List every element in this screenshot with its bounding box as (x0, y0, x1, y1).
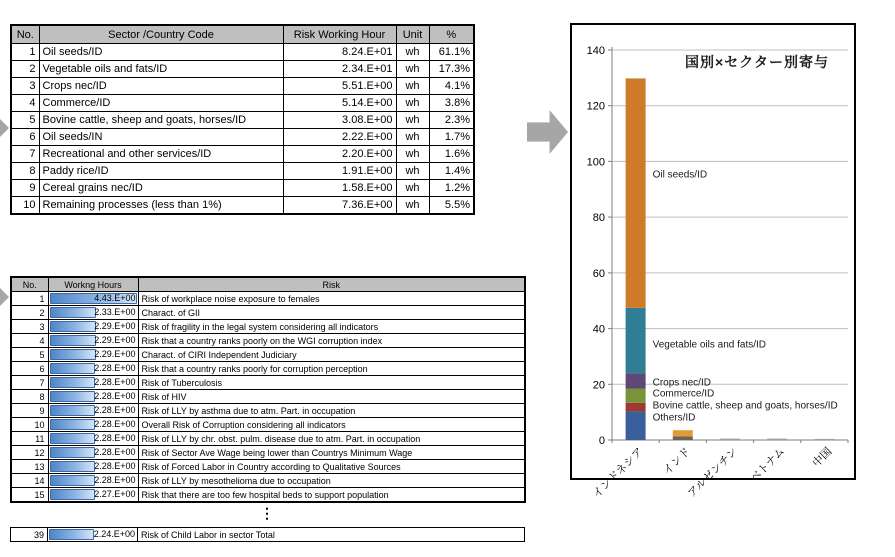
cell-sector: Oil seeds/IN (39, 129, 283, 146)
working-hours-value: 2.29.E+00 (94, 349, 136, 359)
table-row (11, 432, 525, 446)
y-tick-label: 20 (592, 379, 605, 392)
y-tick-label: 140 (586, 45, 605, 57)
cell-unit: wh (396, 112, 429, 129)
bar-segment (626, 411, 646, 440)
table-row (11, 44, 474, 61)
table-row (11, 404, 525, 418)
cell-risk-working-hour: 8.24.E+01 (283, 44, 396, 61)
cell-no: 2 (11, 61, 39, 78)
working-hours-value: 2.28.E+00 (94, 405, 136, 415)
cell-risk-description: Risk that there are too few hospital beds to support population (138, 488, 525, 503)
cell-working-hours (48, 334, 138, 348)
cell-unit: wh (396, 180, 429, 197)
cell-risk-description: Risk of workplace noise exposure to females (138, 292, 525, 306)
cell-risk-description: Overall Risk of Corruption considering all indicators (138, 418, 525, 432)
flow-arrow-left-top-icon (0, 119, 9, 137)
cell-working-hours (48, 376, 138, 390)
cell-risk-working-hour: 2.20.E+00 (283, 146, 396, 163)
segment-annotation: Crops nec/ID (652, 377, 711, 389)
flow-arrow-left-bottom-icon (0, 288, 9, 306)
cell-no: 5 (11, 348, 48, 362)
chart-title: 国別×セクター別寄与 (685, 54, 829, 70)
cell-sector: Commerce/ID (39, 95, 283, 112)
working-hours-value: 2.28.E+00 (94, 391, 136, 401)
cell-working-hours (48, 432, 138, 446)
cell-risk-working-hour: 2.34.E+01 (283, 61, 396, 78)
cell-percent: 1.7% (429, 129, 474, 146)
country-sector-contribution-chart (570, 23, 856, 501)
cell-risk-working-hour: 5.14.E+00 (283, 95, 396, 112)
cell-no: 10 (11, 197, 39, 215)
table-row (11, 348, 525, 362)
table-row (11, 180, 474, 197)
table-row (11, 129, 474, 146)
cell-working-hours (48, 460, 138, 474)
table-row (11, 95, 474, 112)
cell-risk-working-hour: 5.51.E+00 (283, 78, 396, 95)
cell-no: 2 (11, 306, 48, 320)
cell-risk-description: Risk of Sector Ave Wage being lower than Countrys Minimum Wage (138, 446, 525, 460)
header-row (11, 277, 525, 292)
bar-segment (626, 308, 646, 373)
cell-no: 7 (11, 376, 48, 390)
cell-risk-description: Risk of LLY by mesothelioma due to occupation (138, 474, 525, 488)
table-continuation-ellipsis: ⋮ (260, 505, 274, 521)
cell-no: 1 (11, 292, 48, 306)
column-header: No. (11, 277, 48, 292)
cell-percent: 1.4% (429, 163, 474, 180)
cell-risk-description: Risk of HIV (138, 390, 525, 404)
flow-arrow-to-chart-icon (527, 110, 568, 154)
table-row (11, 362, 525, 376)
bar-segment (720, 439, 740, 440)
column-header: Risk (138, 277, 525, 292)
table-row (11, 163, 474, 180)
cell-sector: Cereal grains nec/ID (39, 180, 283, 197)
bar-segment (626, 78, 646, 308)
cell-risk-description: Risk of LLY by chr. obst. pulm. disease due to atm. Part. in occupation (138, 432, 525, 446)
risk-working-hours-table (10, 276, 526, 503)
cell-risk-description: Risk of fragility in the legal system considering all indicators (138, 320, 525, 334)
working-hours-value: 2.28.E+00 (94, 419, 136, 429)
segment-annotation: Commerce/ID (652, 388, 715, 400)
cell-percent: 1.6% (429, 146, 474, 163)
cell-unit: wh (396, 44, 429, 61)
cell-no: 6 (11, 129, 39, 146)
cell-percent: 5.5% (429, 197, 474, 215)
cell-sector: Crops nec/ID (39, 78, 283, 95)
cell-working-hours (48, 446, 138, 460)
cell-percent: 61.1% (429, 44, 474, 61)
table-row (11, 418, 525, 432)
cell-unit: wh (396, 61, 429, 78)
table-row (11, 488, 525, 503)
category-label: ベトナム (748, 445, 788, 485)
working-hours-value: 2.28.E+00 (94, 363, 136, 373)
cell-unit: wh (396, 197, 429, 215)
working-hours-value: 2.27.E+00 (94, 489, 136, 499)
cell-percent: 17.3% (429, 61, 474, 78)
cell-working-hours (48, 488, 138, 503)
cell-no: 9 (11, 404, 48, 418)
cell-working-hours (48, 306, 138, 320)
bar-segment (767, 439, 787, 440)
sector-contribution-table (10, 24, 475, 215)
table-row (11, 474, 525, 488)
cell-sector: Recreational and other services/ID (39, 146, 283, 163)
cell-unit: wh (396, 163, 429, 180)
cell-no: 7 (11, 146, 39, 163)
table-row (11, 390, 525, 404)
bar-segment (814, 439, 834, 440)
table-row (11, 528, 525, 542)
cell-risk-description: Risk that a country ranks poorly on the WGI corruption index (138, 334, 525, 348)
cell-unit: wh (396, 129, 429, 146)
column-header: No. (11, 25, 39, 44)
cell-working-hours (48, 320, 138, 334)
working-hours-value: 4.43.E+00 (94, 293, 136, 303)
cell-unit: wh (396, 78, 429, 95)
working-hours-value: 2.28.E+00 (94, 475, 136, 485)
table-row (11, 460, 525, 474)
bar-segment (673, 436, 693, 440)
cell-unit: wh (396, 146, 429, 163)
y-tick-label: 0 (598, 435, 605, 447)
column-header: Risk Working Hour (283, 25, 396, 44)
column-header: Workng Hours (48, 277, 138, 292)
table-row (11, 446, 525, 460)
table-row (11, 292, 525, 306)
bar-segment (626, 373, 646, 388)
column-header: % (429, 25, 474, 44)
cell-working-hours (48, 404, 138, 418)
cell-no: 39 (11, 528, 48, 542)
cell-risk-working-hour: 3.08.E+00 (283, 112, 396, 129)
cell-risk-description: Risk of Forced Labor in Country according to Qualitative Sources (138, 460, 525, 474)
cell-working-hours (48, 362, 138, 376)
cell-no: 13 (11, 460, 48, 474)
cell-no: 12 (11, 446, 48, 460)
bar-segment (626, 403, 646, 412)
table-row (11, 376, 525, 390)
cell-working-hours (48, 474, 138, 488)
bar-segment (626, 389, 646, 403)
table-row (11, 78, 474, 95)
cell-working-hours (48, 528, 138, 542)
category-label: 中国 (810, 445, 835, 470)
cell-no: 5 (11, 112, 39, 129)
cell-working-hours (48, 348, 138, 362)
table-row (11, 320, 525, 334)
table-row (11, 146, 474, 163)
table-row (11, 112, 474, 129)
cell-no: 14 (11, 474, 48, 488)
cell-no: 9 (11, 180, 39, 197)
category-label: インド (661, 445, 693, 478)
working-hours-value: 2.28.E+00 (94, 433, 136, 443)
segment-annotation: Others/ID (652, 412, 696, 424)
cell-no: 4 (11, 95, 39, 112)
column-header: Unit (396, 25, 429, 44)
cell-risk-description: Charact. of GII (138, 306, 525, 320)
cell-no: 4 (11, 334, 48, 348)
cell-risk-description: Charact. of CIRI Independent Judiciary (138, 348, 525, 362)
working-hours-value: 2.33.E+00 (94, 307, 136, 317)
cell-risk-working-hour: 7.36.E+00 (283, 197, 396, 215)
cell-sector: Bovine cattle, sheep and goats, horses/ID (39, 112, 283, 129)
column-header: Sector /Country Code (39, 25, 283, 44)
working-hours-value: 2.28.E+00 (94, 377, 136, 387)
cell-percent: 1.2% (429, 180, 474, 197)
working-hours-value: 2.29.E+00 (94, 335, 136, 345)
cell-risk-working-hour: 1.91.E+00 (283, 163, 396, 180)
table-row (11, 61, 474, 78)
cell-percent: 4.1% (429, 78, 474, 95)
cell-no: 6 (11, 362, 48, 376)
cell-percent: 2.3% (429, 112, 474, 129)
cell-sector: Remaining processes (less than 1%) (39, 197, 283, 215)
y-tick-label: 120 (586, 100, 605, 113)
cell-risk-description: Risk that a country ranks poorly for corruption perception (138, 362, 525, 376)
cell-risk-working-hour: 1.58.E+00 (283, 180, 396, 197)
cell-risk-description: Risk of LLY by asthma due to atm. Part. in occupation (138, 404, 525, 418)
y-tick-label: 100 (586, 156, 605, 169)
stacked-bar-chart (572, 25, 854, 501)
bar-segment (673, 430, 693, 436)
cell-working-hours (48, 418, 138, 432)
cell-no: 3 (11, 78, 39, 95)
working-hours-value: 2.24.E+00 (93, 529, 135, 539)
cell-no: 10 (11, 418, 48, 432)
cell-no: 8 (11, 390, 48, 404)
cell-working-hours (48, 390, 138, 404)
header-row (11, 25, 474, 44)
risk-table-row-39 (10, 527, 525, 542)
working-hours-value: 2.28.E+00 (94, 447, 136, 457)
cell-risk-working-hour: 2.22.E+00 (283, 129, 396, 146)
table-row (11, 334, 525, 348)
table-row (11, 306, 525, 320)
cell-no: 1 (11, 44, 39, 61)
cell-risk-description: Risk of Tuberculosis (138, 376, 525, 390)
category-label: アルゼンチン (685, 445, 741, 501)
cell-no: 15 (11, 488, 48, 503)
table-row (11, 197, 474, 215)
y-tick-label: 60 (592, 267, 605, 280)
segment-annotation: Vegetable oils and fats/ID (652, 339, 767, 351)
segment-annotation: Bovine cattle, sheep and goats, horses/ID (652, 400, 838, 412)
cell-unit: wh (396, 95, 429, 112)
cell-working-hours (48, 292, 138, 306)
cell-no: 8 (11, 163, 39, 180)
cell-no: 3 (11, 320, 48, 334)
cell-sector: Paddy rice/ID (39, 163, 283, 180)
y-tick-label: 40 (592, 323, 605, 336)
cell-risk-description: Risk of Child Labor in sector Total (138, 528, 525, 542)
working-hours-value: 2.29.E+00 (94, 321, 136, 331)
y-tick-label: 80 (592, 212, 605, 225)
category-label: インドネシア (590, 445, 646, 501)
cell-sector: Vegetable oils and fats/ID (39, 61, 283, 78)
cell-percent: 3.8% (429, 95, 474, 112)
segment-annotation: Oil seeds/ID (652, 169, 708, 181)
cell-no: 11 (11, 432, 48, 446)
cell-sector: Oil seeds/ID (39, 44, 283, 61)
working-hours-value: 2.28.E+00 (94, 461, 136, 471)
